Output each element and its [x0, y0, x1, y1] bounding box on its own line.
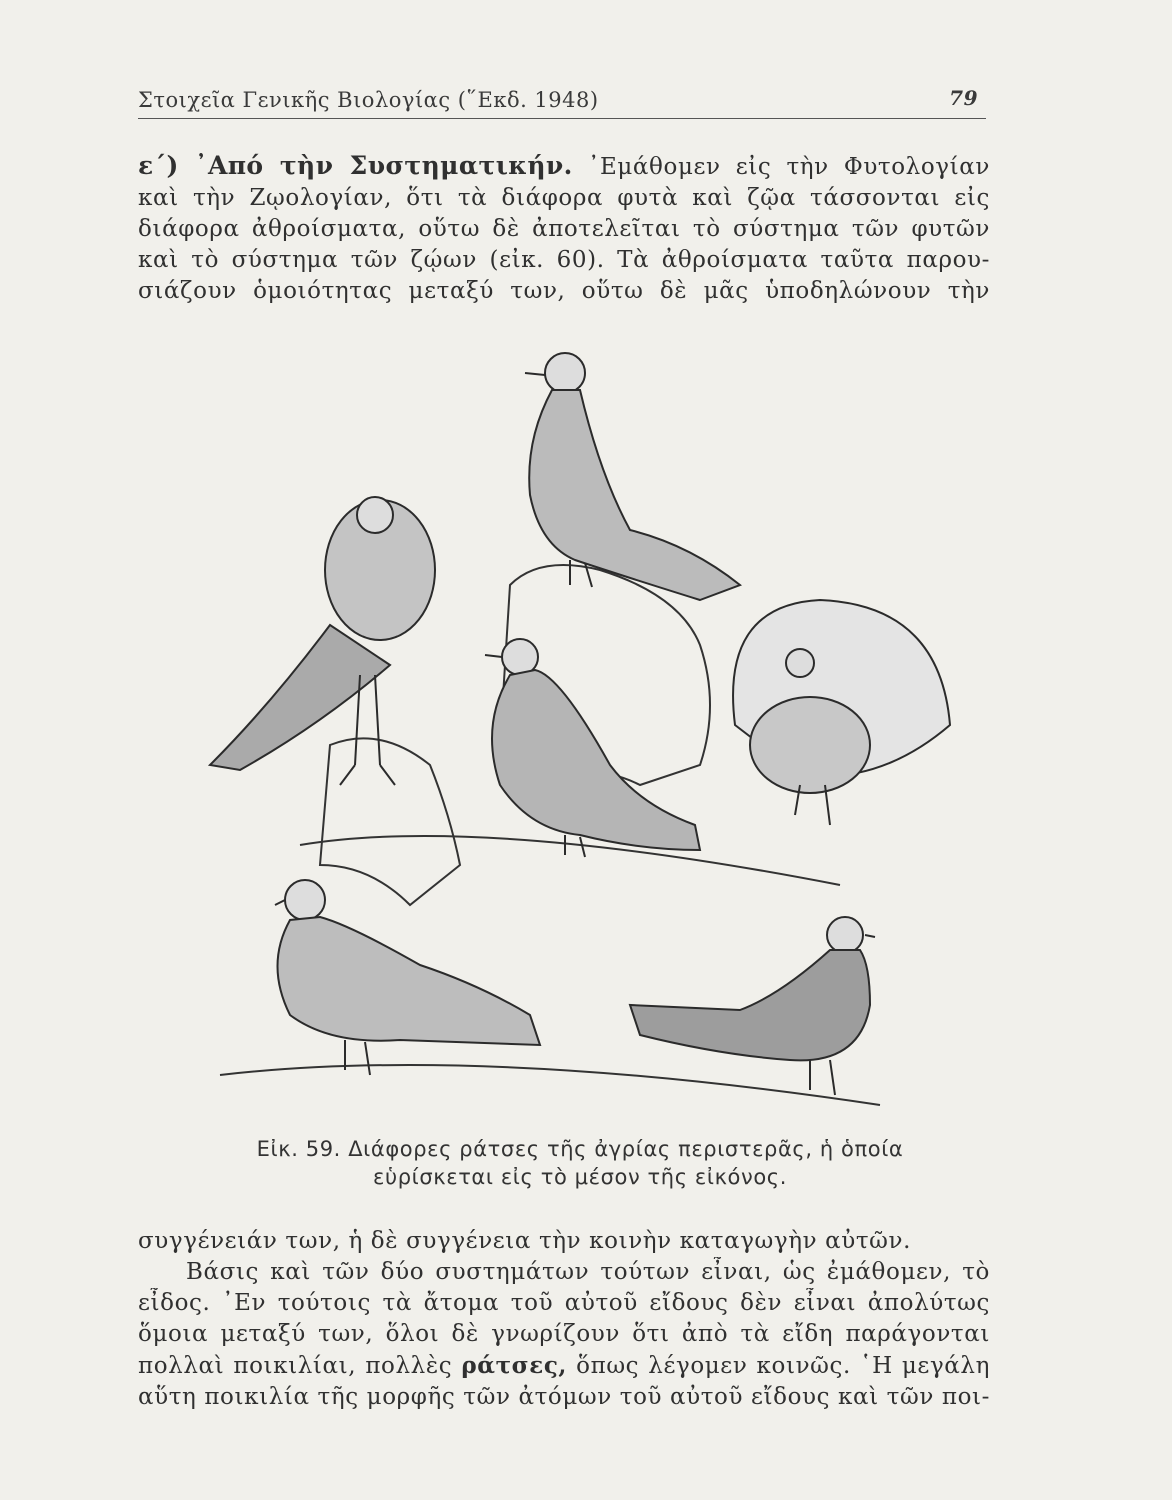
paragraph-line: ὅμοια μεταξύ των, ὅλοι δὲ γνωρίζουν ὅτι ἀπὸ τὰ εἴδη παράγονται [138, 1321, 990, 1347]
caption-line: Εἰκ. 59. Διάφορες ράτσες τῆς ἀγρίας περιστερᾶς, ἡ ὁποία [256, 1137, 904, 1161]
pigeon-bottom-right [630, 917, 875, 1095]
emphasis-ratses: ράτσες, [461, 1352, 568, 1379]
section-heading: ε΄) ᾿Από τὴν Συστηματικήν. [138, 151, 573, 180]
pigeon-center [485, 639, 700, 857]
continuation-paragraph [138, 1226, 990, 1413]
section-paragraph [138, 150, 990, 307]
ground-line [300, 836, 840, 885]
running-title: Στοιχεῖα Γενικῆς Βιολογίας (῞Εκδ. 1948) [138, 88, 599, 112]
paragraph-line: πολλαὶ ποικιλίαι, πολλὲς ράτσες, ὅπως λέγομεν κοινῶς. ῾Η μεγάλη [138, 1352, 990, 1379]
pigeon-illustration [180, 345, 980, 1130]
pigeon-pouter [210, 497, 435, 785]
pigeon-drawing [180, 345, 980, 1130]
paragraph-line: Βάσις καὶ τῶν δύο συστημάτων τούτων εἶναι, ὡς ἐμάθομεν, τὸ [186, 1259, 990, 1285]
paragraph-line: ε΄) ᾿Από τὴν Συστηματικήν. ᾿Εμάθομεν εἰς τὴν Φυτολογίαν [138, 151, 990, 180]
caption-line: εὑρίσκεται εἰς τὸ μέσον τῆς εἰκόνος. [373, 1165, 787, 1189]
pigeon-bottom-left [275, 880, 540, 1075]
paragraph-line: καὶ τὸ σύστημα τῶν ζῴων (εἰκ. 60). Τὰ ἀθροίσματα ταῦτα παρου- [138, 247, 990, 273]
pigeon-top [525, 353, 740, 600]
page-number: 79 [949, 86, 978, 110]
header-rule [138, 118, 986, 119]
paragraph-line: αὕτη ποικιλία τῆς μορφῆς τῶν ἀτόμων τοῦ αὐτοῦ εἴδους καὶ τῶν ποι- [138, 1384, 990, 1410]
pigeon-fantail [733, 600, 950, 825]
paragraph-line: συγγένειάν των, ἡ δὲ συγγένεια τὴν κοινὴν καταγωγὴν αὐτῶν. [138, 1228, 912, 1254]
figure-caption [180, 1135, 980, 1191]
paragraph-line: εἶδος. ᾿Εν τούτοις τὰ ἄτομα τοῦ αὐτοῦ εἴδους δὲν εἶναι ἀπολύτως [138, 1290, 990, 1316]
paragraph-line: διάφορα ἀθροίσματα, οὕτω δὲ ἀποτελεῖται τὸ σύστημα τῶν φυτῶν [138, 216, 990, 242]
paragraph-line: καὶ τὴν Ζῳολογίαν, ὅτι τὰ διάφορα φυτὰ καὶ ζῷα τάσσονται εἰς [138, 185, 990, 211]
ground-line [220, 1065, 880, 1105]
rock-outline [320, 738, 460, 905]
paragraph-line: σιάζουν ὁμοιότητας μεταξύ των, οὕτω δὲ μᾶς ὑποδηλώνουν τὴν [138, 278, 990, 304]
